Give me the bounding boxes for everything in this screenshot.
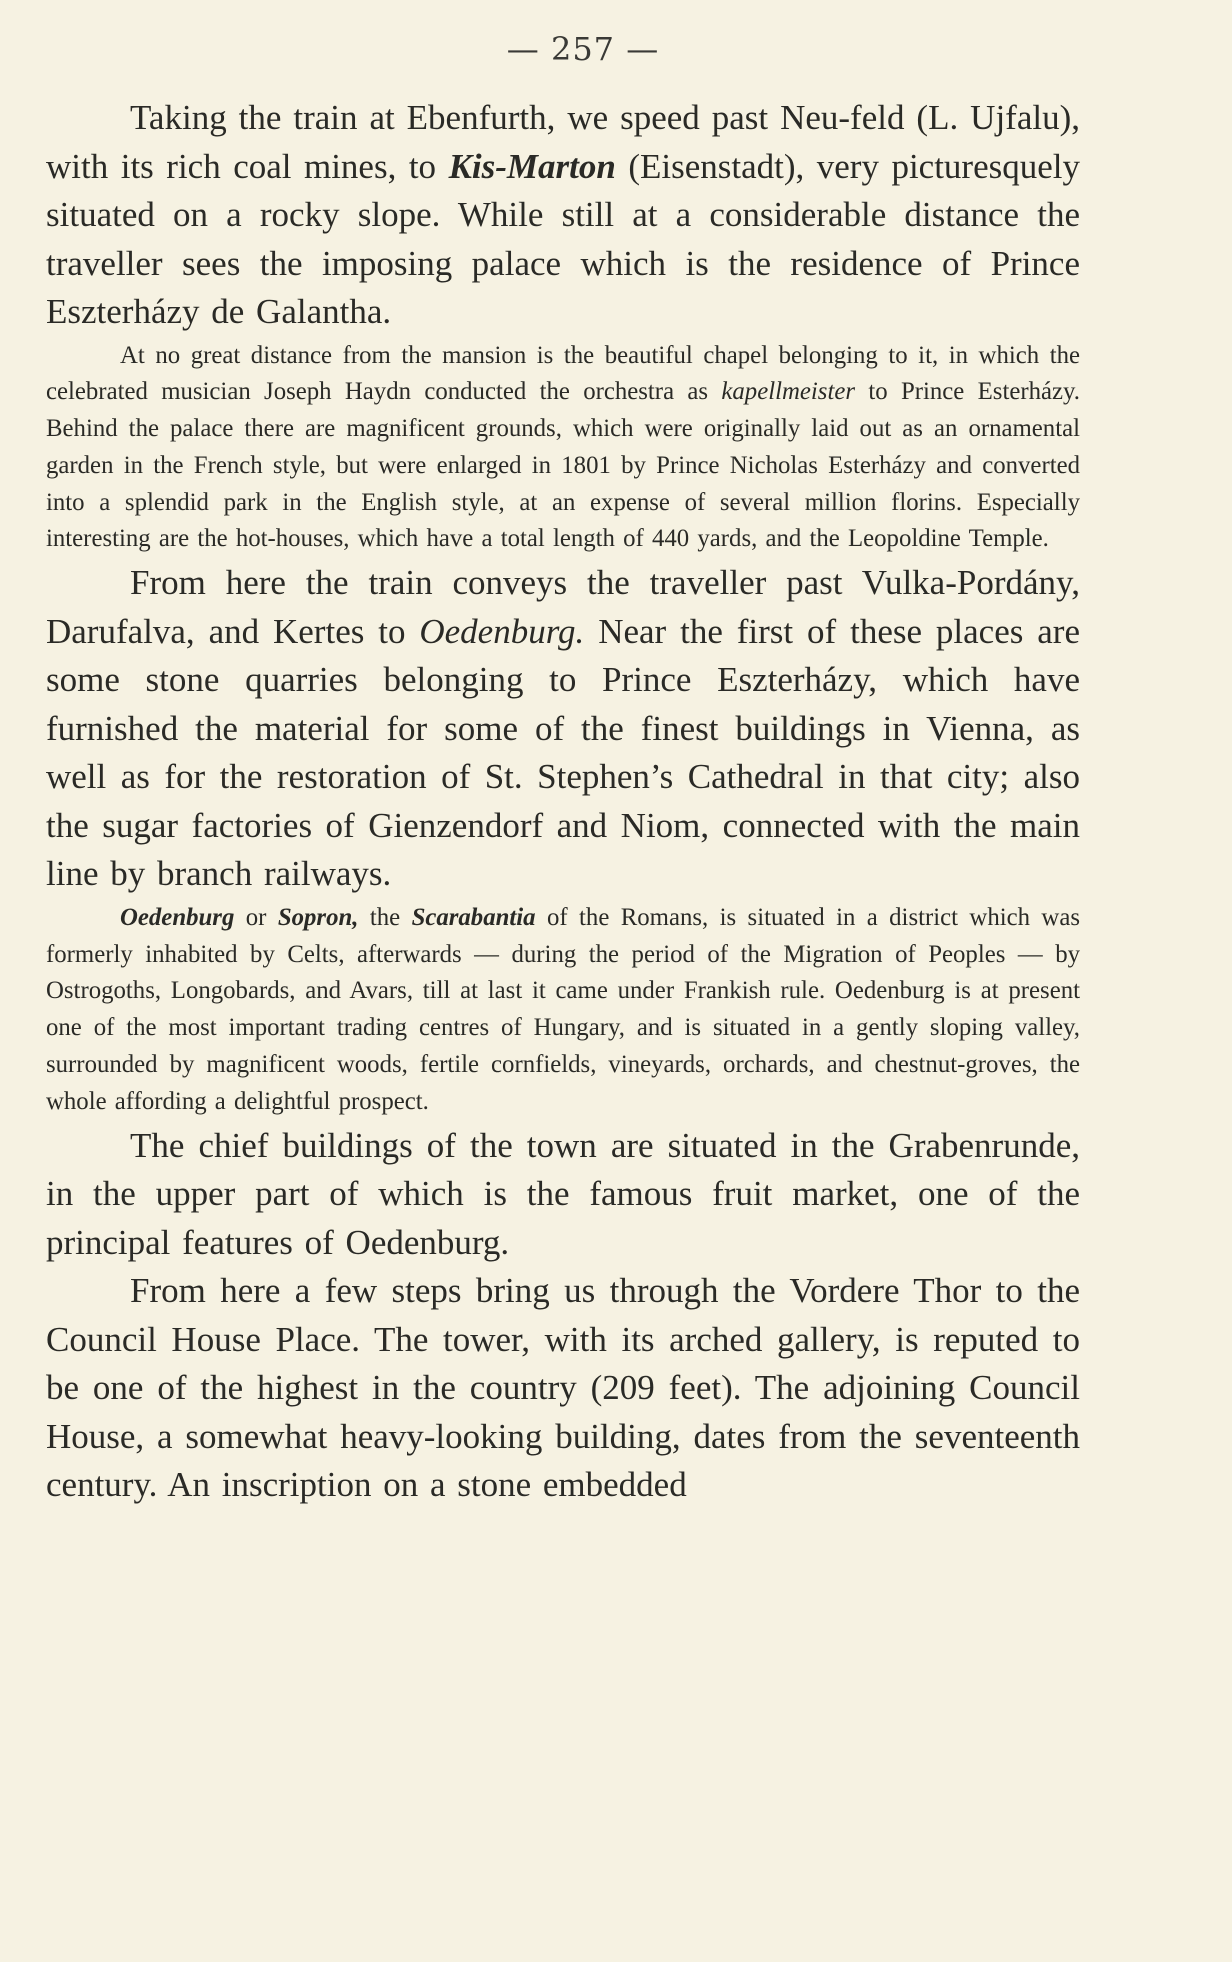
paragraph-chief-buildings <box>46 1122 1080 1268</box>
place-name-scarabantia: Scarabantia <box>411 903 536 931</box>
paragraph-council-house <box>46 1267 1080 1510</box>
paragraph-text: Near the first of these places are some stone quarries belonging to Prince Eszterházy, which have furnished the material for some of the finest buildings in Vienna, as well as for the restoration of St. Stephen’s Cathedral in that city; also the sugar factories of Gienzendorf and Niom, connected with the main line by branch railways. <box>46 611 1080 894</box>
paragraph-train-to-oedenburg <box>46 559 1080 899</box>
paragraph-text: From here a few steps bring us through the Vordere Thor to the Council House Place. The tower, with its arched gallery, is reputed to be one of the highest in the country (209 feet). The adjoining Council House, a somewhat heavy-looking building, dates from the seventeenth century. An inscription on a stone embedded <box>46 1271 1080 1505</box>
page-number: — 257 — <box>506 30 660 68</box>
book-page <box>46 30 1080 1510</box>
place-name-kis-marton: Kis-Marton <box>448 146 616 186</box>
paragraph-text: of the Romans, is situated in a district which was formerly inhabited by Celts, afterwards — during the period of the Migration of Peoples — by Ostrogoths, Longobards, and Avars, till at last it came under Frankish rule. Oedenburg is at present one of the most important trading centres of Hungary, and is situated in a gently sloping valley, surrounded by magnificent woods, fertile cornfields, vineyards, orchards, and chestnut-groves, the whole affording a delightful prospect. <box>46 903 1080 1115</box>
term-kapellmeister: kapellmeister <box>721 378 855 406</box>
paragraph-text: From here the train conveys the traveller past Vulka-Pordány, Darufalva, and Kertes to <box>46 563 1080 651</box>
paragraph-text: The chief buildings of the town are situated in the Grabenrunde, in the upper part of which is the famous fruit market, one of the principal features of Oedenburg. <box>46 1125 1080 1262</box>
paragraph-text: or <box>234 903 278 931</box>
paragraph-kis-marton <box>46 94 1080 337</box>
paragraph-text: At no great distance from the mansion is the beautiful chapel belonging to it, in which the celebrated musician Joseph Haydn conducted the orchestra as <box>46 341 1080 406</box>
paragraph-text: to Prince Esterházy. Behind the palace there are magnificent grounds, which were originally laid out as an ornamental garden in the French style, but were enlarged in 1801 by Prince Nicholas Esterházy and converted into a splendid park in the English style, at an expense of several million florins. Especially interesting are the hot-houses, which have a total length of 440 yards, and the Leopoldine Temple. <box>46 378 1080 553</box>
paragraph-text: Taking the train at Ebenfurth, we speed past Neu-feld (L. Ujfalu), with its rich coal mines, to <box>46 98 1080 186</box>
place-name-oedenburg: Oedenburg <box>120 903 235 931</box>
paragraph-text: the <box>358 903 412 931</box>
place-name-oedenburg: Oedenburg. <box>419 611 585 651</box>
place-name-sopron: Sopron, <box>277 903 359 931</box>
paragraph-text: (Eisenstadt), very picturesquely situated on a rocky slope. While still at a considerable distance the traveller sees the imposing palace which is the residence of Prince Eszterházy de Galantha. <box>46 146 1080 331</box>
paragraph-oedenburg-history <box>46 900 1080 1121</box>
paragraph-chapel-park <box>46 338 1080 559</box>
